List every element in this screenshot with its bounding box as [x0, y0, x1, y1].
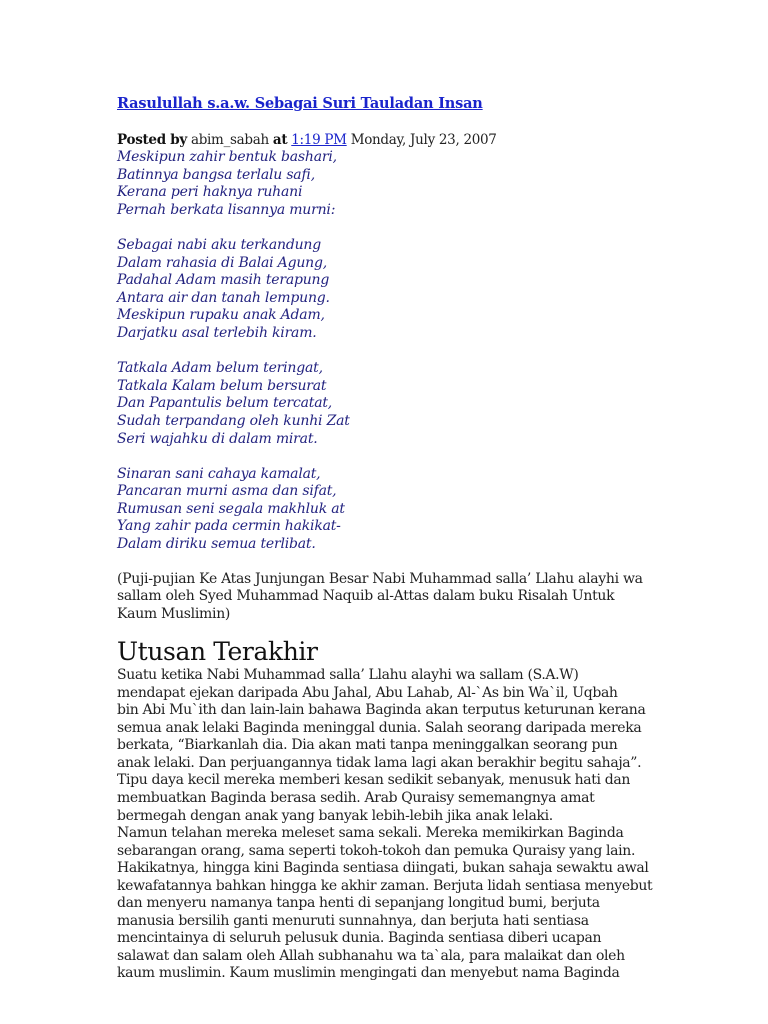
body-line: mendapat ejekan daripada Abu Jahal, Abu Lahab, Al-`As bin Wa`il, Uqbah [117, 684, 618, 701]
poem-line: Yang zahir pada cermin hakikat- [117, 518, 341, 535]
post-time-link[interactable]: 1:19 PM [291, 132, 347, 148]
body-line: Hakikatnya, hingga kini Baginda sentiasa diingati, bukan sahaja sewaktu awal [117, 860, 649, 877]
section-body [117, 667, 757, 983]
poem-line: Meskipun rupaku anak Adam, [117, 307, 325, 324]
poem-line: Meskipun zahir bentuk bashari, [117, 149, 337, 165]
at-label: at [272, 132, 288, 148]
body-line: Namun telahan mereka meleset sama sekali. Mereka memikirkan Baginda [117, 825, 624, 842]
poem-line: Dan Papantulis belum tercatat, [117, 395, 333, 412]
body-line: berkata, “Biarkanlah dia. Dia akan mati tanpa meninggalkan seorang pun [117, 737, 618, 754]
poem-line: Sudah terpandang oleh kunhi Zat [117, 412, 350, 429]
poem-line: Sinaran sani cahaya kamalat, [117, 465, 321, 482]
poem [117, 149, 757, 554]
body-line: bin Abi Mu`ith dan lain-lain bahawa Baginda akan terputus keturunan kerana [117, 702, 646, 719]
post-title-link[interactable]: Rasulullah s.a.w. Sebagai Suri Tauladan Insan [117, 95, 483, 112]
poem-line: Kerana peri haknya ruhani [117, 184, 303, 201]
body-line: semua anak lelaki Baginda meninggal dunia. Salah seorang daripada mereka [117, 719, 642, 736]
poem-line: Batinnya bangsa terlalu safi, [117, 166, 315, 183]
body-line: sebarangan orang, sama seperti tokoh-tokoh dan pemuka Quraisy yang lain. [117, 842, 636, 859]
poem-source-note: (Puji-pujian Ke Atas Junjungan Besar Nabi Muhammad salla’ Llahu alayhi wa sallam oleh Syed Muhammad Naquib al-Attas dalam buku Risalah Untuk Kaum Muslimin) [117, 570, 643, 622]
post-date: Monday, July 23, 2007 [350, 132, 497, 148]
body-line: manusia bersilih ganti menuruti sunnahnya, dan berjuta hati sentiasa [117, 912, 589, 929]
body-line: kewafatannya bahkan hingga ke akhir zaman. Berjuta lidah sentiasa menyebut [117, 877, 653, 894]
poem-stanza [117, 360, 757, 448]
body-line: Tipu daya kecil mereka memberi kesan sedikit sebanyak, menusuk hati dan [117, 772, 631, 789]
body-line: membuatkan Baginda berasa sedih. Arab Quraisy sememangnya amat [117, 789, 595, 806]
poem-line: Pernah berkata lisannya murni: [117, 201, 336, 218]
poem-stanza [117, 237, 757, 343]
post-meta [117, 132, 757, 149]
poem-line: Sebagai nabi aku terkandung [117, 236, 321, 253]
section-heading: Utusan Terakhir [117, 637, 318, 667]
body-line: salawat dan salam oleh Allah subhanahu wa ta`ala, para malaikat dan oleh [117, 947, 625, 964]
poem-line: Dalam rahasia di Balai Agung, [117, 254, 327, 271]
poem-line: Dalam diriku semua terlibat. [117, 536, 316, 553]
body-line: kaum muslimin. Kaum muslimin mengingati dan menyebut nama Baginda [117, 965, 620, 982]
body-line: anak lelaki. Dan perjuangannya tidak lama lagi akan berakhir begitu sahaja”. [117, 754, 642, 771]
poem-line: Rumusan seni segala makhluk at [117, 500, 345, 517]
poem-line: Tatkala Adam belum teringat, [117, 360, 323, 377]
poem-line: Darjatku asal terlebih kiram. [117, 324, 317, 341]
poem-stanza [117, 466, 757, 554]
document-page [117, 94, 757, 983]
body-line: dan menyeru namanya tanpa henti di sepanjang longitud bumi, berjuta [117, 895, 600, 912]
body-line: bermegah dengan anak yang banyak lebih-lebih jika anak lelaki. [117, 807, 553, 824]
poem-line: Seri wajahku di dalam mirat. [117, 430, 318, 447]
body-line: Suatu ketika Nabi Muhammad salla’ Llahu alayhi wa sallam (S.A.W) [117, 667, 579, 684]
poem-line: Tatkala Kalam belum bersurat [117, 377, 327, 394]
poem-line: Pancaran murni asma dan sifat, [117, 483, 337, 500]
poem-stanza [117, 149, 757, 219]
poem-line: Antara air dan tanah lempung. [117, 289, 330, 306]
body-line: mencintainya di seluruh pelusuk dunia. Baginda sentiasa diberi ucapan [117, 930, 602, 947]
posted-by-label: Posted by [117, 132, 187, 148]
post-author: abim_sabah [190, 132, 269, 148]
poem-line: Padahal Adam masih terapung [117, 272, 330, 289]
